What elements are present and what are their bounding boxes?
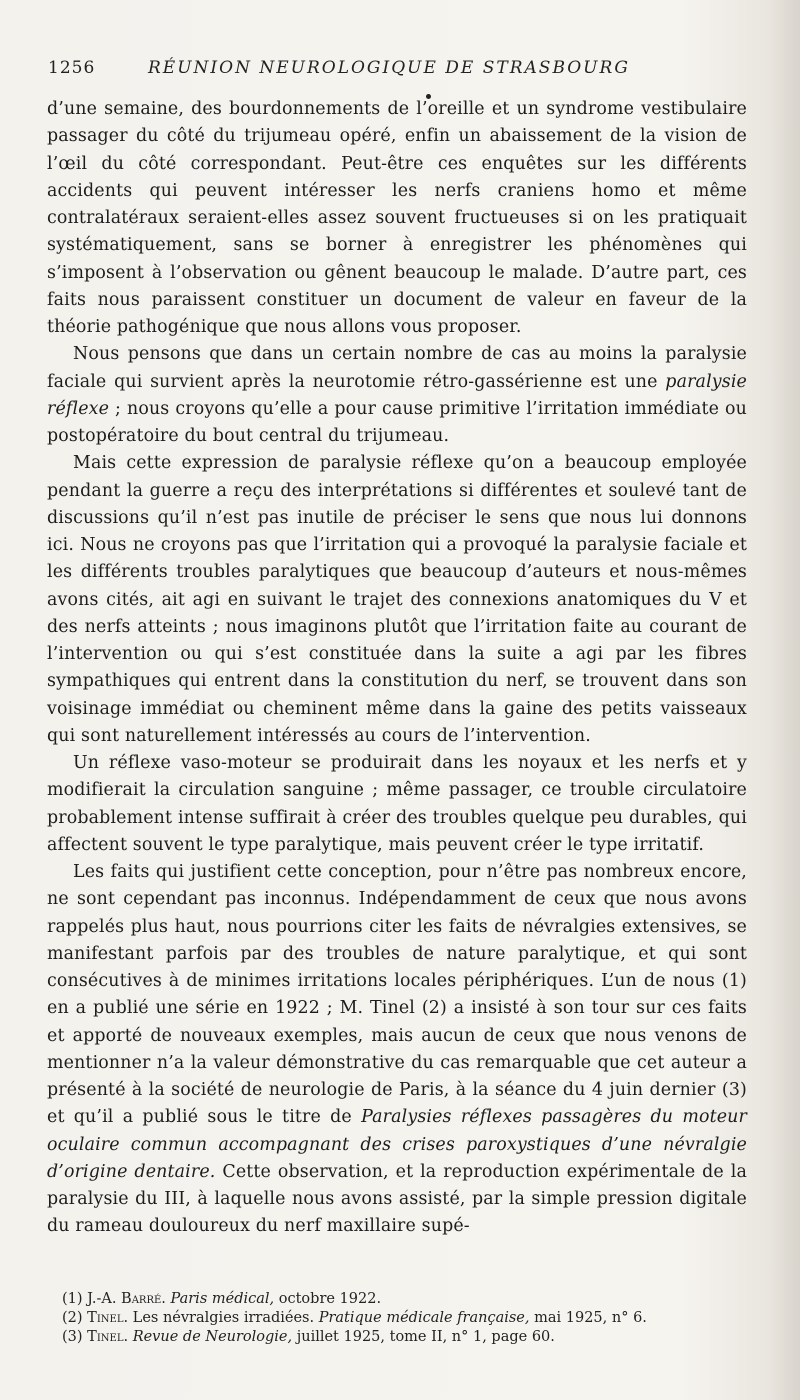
paragraph-4: Un réflexe vaso-moteur se produirait dans les noyaux et les nerfs et y modifierait la circulation sanguine ; même passager, ce trouble circulatoire probablement intense suffirait à créer des troubles quelque peu durables, qui affectent souvent le type paralytique, mais peuvent créer le type irritatif. [47,753,747,855]
paragraph-2: Nous pensons que dans un certain nombre de cas au moins la paralysie faciale qui survient après la neurotomie rétro-gassérienne est une paralysie réflexe ; nous croyons qu’elle a pour cause primitive l’irritation immédiate ou postopératoire du bout central du trijumeau. [47,344,747,446]
footnote-2: (2) Tinel. Les névralgies irradiées. Pratique médicale française, mai 1925, n° 6. [62,1310,647,1326]
paragraph-1: d’une semaine, des bourdonnements de l’oreille et un syndrome vestibulaire passager du côté du trijumeau opéré, enfin un abaissement de la vision de l’œil du côté correspondant. Peut-être ces enquêtes sur les différents accidents qui peuvent intéresser les nerfs craniens homo et même contralatéraux seraient-elles assez souvent fructueuses si on les pratiquait systématiquement, sans se borner à enregistrer les phénomènes qui s’imposent à l’observation ou gênent beaucoup le malade. D’autre part, ces faits nous paraissent constituer un document de valeur en faveur de la théorie pathogénique que nous allons vous proposer. [47,99,747,337]
emphasis-article-title: Paralysies réflexes passagères du moteur oculaire commun accompagnant des crises paroxystiques d’une névralgie d’origine dentaire. [47,1107,747,1182]
paragraph-5: Les faits qui justifient cette conception, pour n’être pas nombreux encore, ne sont cependant pas inconnus. Indépendamment de ceux que nous avons rappelés plus haut, nous pourrions citer les faits de névralgies extensives, se manifestant parfois par des troubles de nature paralytique, et qui sont consécutives à de minimes irritations locales périphériques. L’un de nous (1) en a publié une série en 1922 ; M. Tinel (2) a insisté à son tour sur ces faits et apporté de nouveaux exemples, mais aucun de ceux que nous venons de mentionner n’a la valeur démonstrative du cas remarquable que cet auteur a présenté à la société de neurologie de Paris, à la séance du 4 juin dernier (3) et qu’il a publié sous le titre de Paralysies réflexes passagères du moteur oculaire commun accompagnant des crises paroxystiques d’une névralgie d’origine dentaire. Cette observation, et la reproduction expérimentale de la paralysie du III, à laquelle nous avons assisté, par la simple pression digitale du rameau douloureux du nerf maxillaire supé- [47,862,747,1237]
paragraph-3: Mais cette expression de paralysie réflexe qu’on a beaucoup employée pendant la guerre a reçu des interprétations si différentes et soulevé tant de discussions qu’il n’est pas inutile de préciser le sens que nous lui donnons ici. Nous ne croyons pas que l’irritation qui a provoqué la paralysie faciale et les différents troubles paralytiques que beaucoup d’auteurs et nous-mêmes avons cités, ait agi en suivant le trajet des connexions anatomiques du V et des nerfs atteints ; nous imaginons plutôt que l’irritation faite au courant de l’intervention ou qui s’est constituée dans la suite a agi par les fibres sympathiques qui entrent dans la constitution du nerf, se trouvent dans son voisinage immédiat ou cheminent même dans la gaine des petits vaisseaux qui sont naturellement intéressés au cours de l’intervention. [47,453,747,746]
page-header [40,58,740,88]
body-text [47,96,747,1241]
emphasis-paralysie-reflexe: paralysie réflexe [47,371,747,419]
running-title: RÉUNION NEUROLOGIQUE DE STRASBOURG [148,58,630,78]
footnote-3: (3) Tinel. Revue de Neurologie, juillet 1925, tome II, n° 1, page 60. [62,1329,555,1345]
footnote-1: (1) J.-A. Barré. Paris médical, octobre 1922. [62,1291,382,1307]
footnotes [62,1290,742,1347]
page-number: 1256 [48,58,96,78]
